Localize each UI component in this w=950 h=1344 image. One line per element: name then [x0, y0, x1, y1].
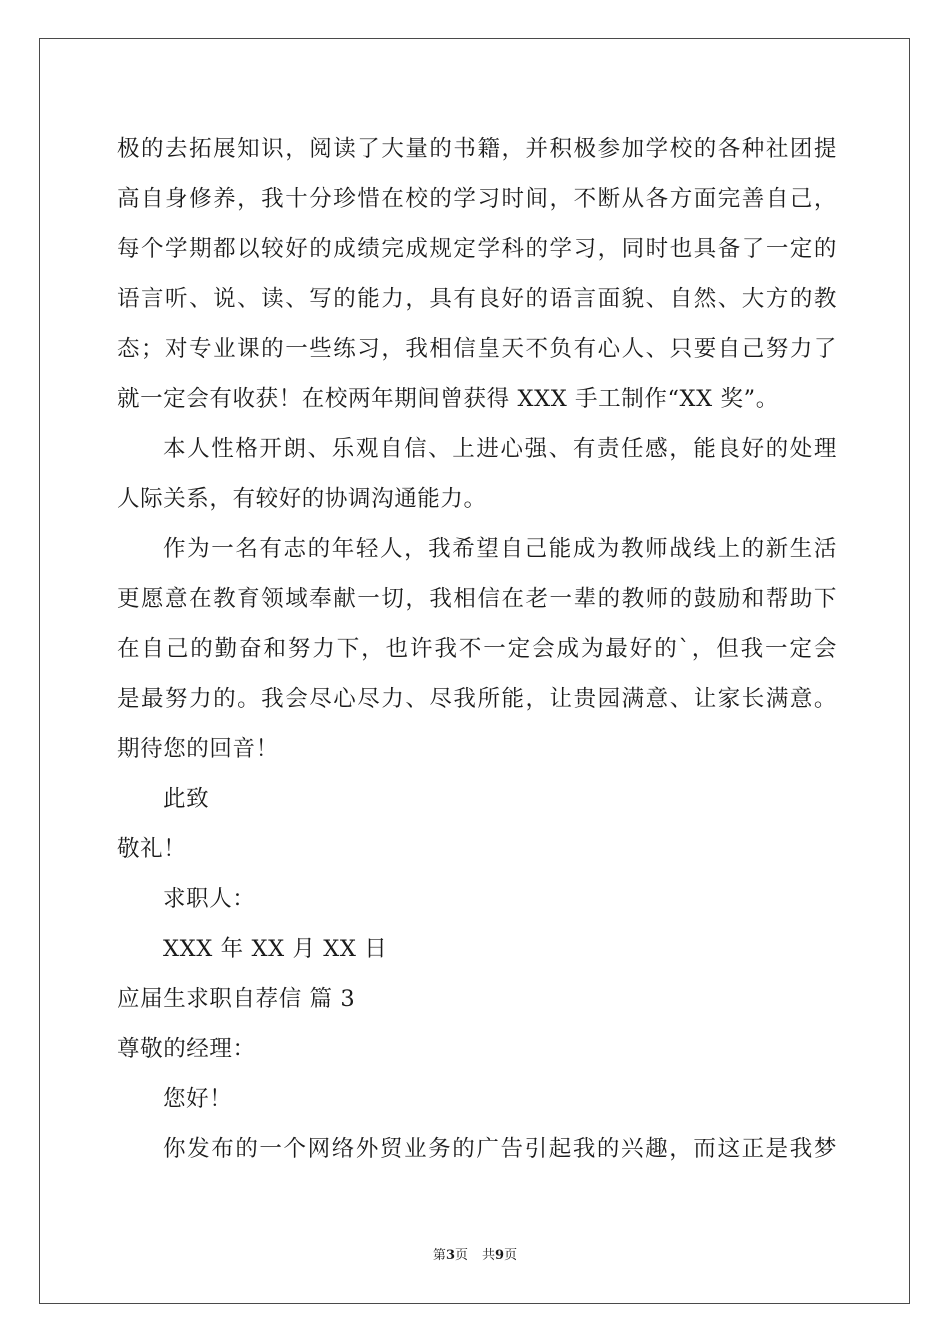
text-line-21: 你发布的一个网络外贸业务的广告引起我的兴趣，而这正是我梦 [163, 1136, 837, 1162]
closing-regards: 敬礼！ [117, 836, 187, 862]
closing-salutation: 此致 [163, 786, 210, 812]
footer-total-suffix: 页 [504, 1248, 518, 1263]
footer-total-pages: 9 [495, 1248, 505, 1263]
applicant-label: 求职人： [163, 886, 256, 912]
text-line-13: 期待您的回音！ [117, 736, 279, 762]
letter-date: XXX 年 XX 月 XX 日 [163, 936, 388, 962]
text-line-4: 语言听、说、读、写的能力，具有良好的语言面貌、自然、大方的教 [117, 286, 837, 312]
text-line-3: 每个学期都以较好的成绩完成规定学科的学习，同时也具备了一定的 [117, 236, 837, 262]
section-heading: 应届生求职自荐信 篇 3 [117, 986, 356, 1012]
text-line-5: 态；对专业课的一些练习，我相信皇天不负有心人、只要自己努力了 [117, 336, 837, 362]
page-footer [0, 1247, 950, 1265]
text-line-12: 是最努力的。我会尽心尽力、尽我所能，让贵园满意、让家长满意。 [117, 686, 837, 712]
text-line-10: 更愿意在教育领域奉献一切，我相信在老一辈的教师的鼓励和帮助下 [117, 586, 837, 612]
footer-page-number: 3 [445, 1248, 455, 1263]
footer-page-prefix: 第 [432, 1248, 446, 1263]
page-border [39, 38, 910, 1304]
text-line-1: 极的去拓展知识，阅读了大量的书籍，并积极参加学校的各种社团提 [117, 136, 837, 162]
footer-total-prefix: 共 [482, 1248, 496, 1263]
letter-hello: 您好！ [163, 1086, 233, 1112]
footer-page-suffix: 页 [454, 1248, 468, 1263]
text-line-7: 本人性格开朗、乐观自信、上进心强、有责任感，能良好的处理 [163, 436, 837, 462]
text-line-8: 人际关系，有较好的协调沟通能力。 [117, 486, 487, 512]
letter-greeting: 尊敬的经理： [117, 1036, 256, 1062]
text-line-6: 就一定会有收获！在校两年期间曾获得 XXX 手工制作“XX 奖”。 [117, 386, 779, 412]
text-line-2: 高自身修养，我十分珍惜在校的学习时间，不断从各方面完善自己， [117, 186, 837, 212]
text-line-11: 在自己的勤奋和努力下，也许我不一定会成为最好的`，但我一定会 [117, 636, 837, 662]
text-line-9: 作为一名有志的年轻人，我希望自己能成为教师战线上的新生活 [163, 536, 837, 562]
